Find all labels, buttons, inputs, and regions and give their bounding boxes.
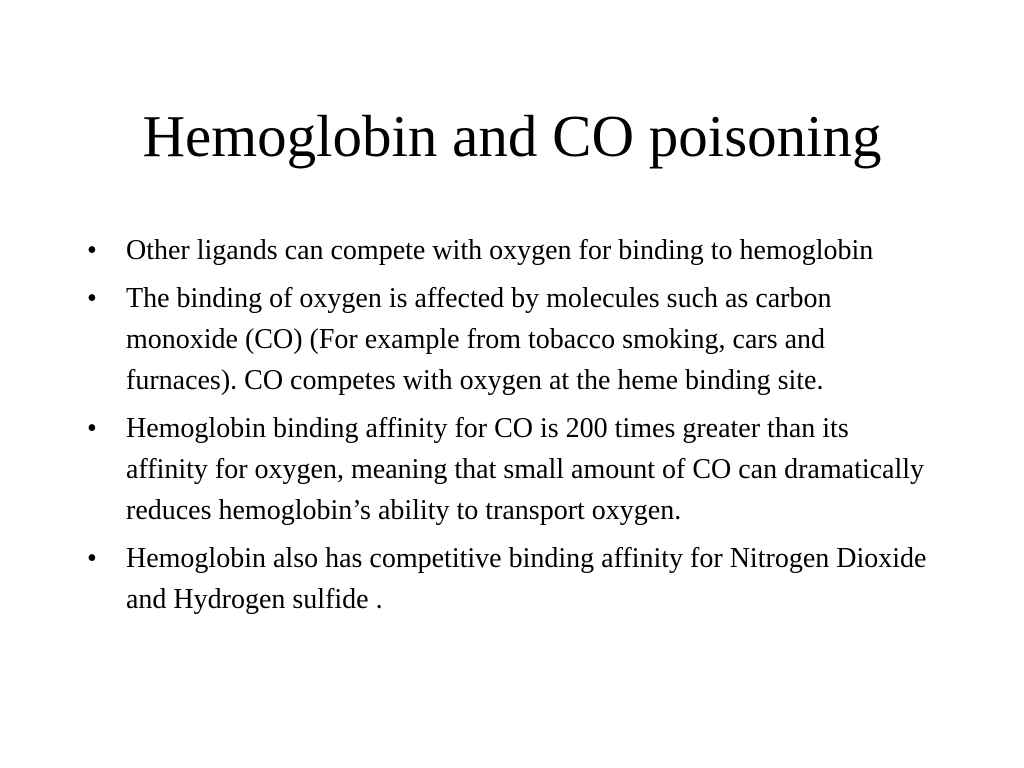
bullet-dot-icon: • xyxy=(87,235,97,266)
bullet-list xyxy=(87,230,937,627)
bullet-text: The binding of oxygen is affected by molecules such as carbon monoxide (CO) (For example from tobacco smoking, cars and furnaces). CO competes with oxygen at the heme binding site. xyxy=(126,283,832,396)
bullet-dot-icon: • xyxy=(87,283,97,314)
slide-title: Hemoglobin and CO poisoning xyxy=(142,103,882,169)
bullet-item xyxy=(87,278,937,401)
bullet-item xyxy=(87,408,937,531)
bullet-text: Other ligands can compete with oxygen for binding to hemoglobin xyxy=(126,235,874,266)
bullet-dot-icon: • xyxy=(87,543,97,574)
bullet-dot-icon: • xyxy=(87,413,97,444)
bullet-text: Hemoglobin binding affinity for CO is 200 times greater than its affinity for oxygen, meaning that small amount of CO can dramatically reduces hemoglobin’s ability to transport oxygen. xyxy=(126,413,925,526)
bullet-text: Hemoglobin also has competitive binding affinity for Nitrogen Dioxide and Hydrogen sulfide . xyxy=(126,543,927,615)
bullet-item xyxy=(87,230,937,271)
bullet-item xyxy=(87,538,937,620)
